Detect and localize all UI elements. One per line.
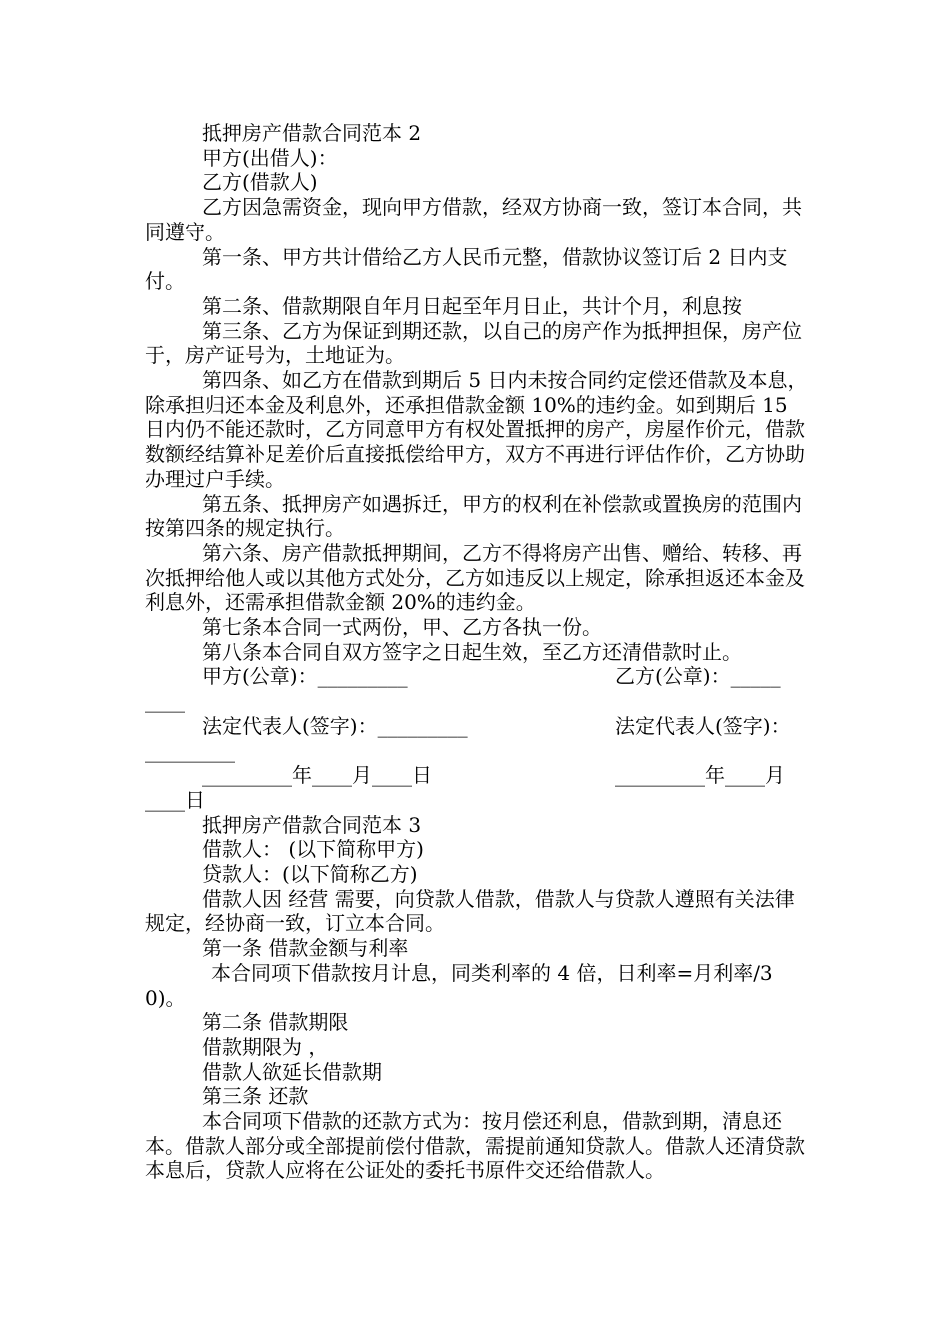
article-7: 第七条本合同一式两份，甲、乙方各执一份。 [202, 615, 602, 640]
party-b-seal-line: 乙方(公章)：_____ [615, 664, 781, 689]
article-4: 第四条、如乙方在借款到期后 5 日内未按合同约定偿还借款及本息，除承担归还本金及利息外，还承担借款金额 10%的违约金。如到期后 15 日内仍不能还款时，乙方同意甲方有权处置抵押的房产，房屋作价元，借款数额经结算补足差价后直接抵偿给甲方，双方不再进行评估作价，乙方协助办理过户手续。 [145, 368, 808, 491]
party-b-seal-line-cont: ____ [145, 689, 185, 714]
article-3: 第三条、乙方为保证到期还款，以自己的房产作为抵押担保，房产位于，房产证号为，土地证为。 [145, 318, 802, 368]
signature-date-row [145, 763, 810, 812]
article-6: 第六条、房产借款抵押期间，乙方不得将房产出售、赠给、转移、再次抵押给他人或以其他方式处分，乙方如违反以上规定，除承担返还本金及利息外，还需承担借款金额 20%的违约金。 [145, 540, 805, 615]
contract-title-3: 抵押房产借款合同范本 3 [202, 812, 422, 837]
lender-label: 贷款人：(以下简称乙方) [202, 862, 418, 887]
article-2: 第二条、借款期限自年月日起至年月日止，共计个月，利息按 [202, 293, 742, 318]
article-5: 第五条、抵押房产如遇拆迁，甲方的权利在补偿款或置换房的范围内按第四条的规定执行。 [145, 491, 802, 541]
clause-2-text-1: 借款期限为 ， [202, 1034, 329, 1059]
party-b-label: 乙方(借款人) [202, 170, 318, 195]
signature-rep-row [145, 714, 810, 763]
document-body [145, 121, 810, 1183]
article-1: 第一条、甲方共计借给乙方人民币元整，借款协议签订后 2 日内支付。 [145, 244, 788, 294]
clause-1-text: 本合同项下借款按月计息，同类利率的 4 倍，日利率=月利率/30)。 [145, 960, 773, 1010]
clause-1-title: 第一条 借款金额与利率 [202, 936, 409, 961]
party-b-rep-line-cont: _________ [145, 738, 235, 763]
party-a-date-line: _________年____月____日 [202, 763, 432, 788]
party-b-date-line-cont: ____日 [145, 787, 205, 812]
clause-3-title: 第三条 还款 [202, 1084, 309, 1109]
signature-seal-row [145, 664, 810, 713]
party-a-seal-line: 甲方(公章)：_________ [202, 664, 408, 689]
article-8: 第八条本合同自双方签字之日起生效，至乙方还清借款时止。 [202, 639, 742, 664]
party-b-rep-line: 法定代表人(签字)： [615, 713, 791, 738]
borrower-label: 借款人： (以下简称甲方) [202, 837, 424, 862]
party-b-date-line: _________年____月 [615, 763, 785, 788]
intro-paragraph-3: 借款人因 经营 需要，向贷款人借款，借款人与贷款人遵照有关法律规定，经协商一致，订立本合同。 [145, 886, 795, 936]
party-a-rep-line: 法定代表人(签字)：_________ [202, 713, 468, 738]
intro-paragraph: 乙方因急需资金，现向甲方借款，经双方协商一致，签订本合同，共同遵守。 [145, 195, 802, 244]
clause-3-text: 本合同项下借款的还款方式为：按月偿还利息，借款到期，清息还本。借款人部分或全部提前偿付借款，需提前通知贷款人。借款人还清贷款本息后，贷款人应将在公证处的委托书原件交还给借款人。 [145, 1109, 805, 1183]
clause-2-title: 第二条 借款期限 [202, 1010, 349, 1035]
contract-title-2: 抵押房产借款合同范本 2 [202, 121, 422, 145]
party-a-label: 甲方(出借人)： [202, 145, 338, 170]
clause-2-text-2: 借款人欲延长借款期 [202, 1059, 382, 1084]
